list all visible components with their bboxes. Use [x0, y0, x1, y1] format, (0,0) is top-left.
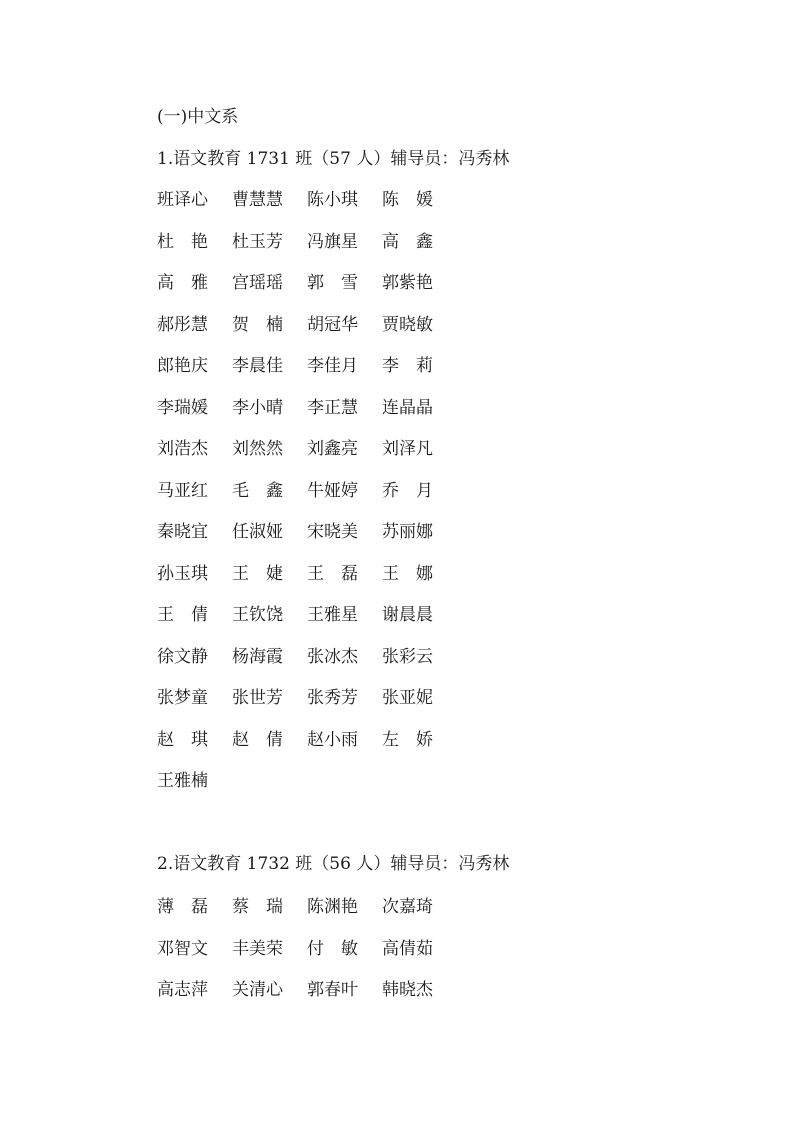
student-name: 陈 媛 [382, 190, 433, 210]
student-name: 陈小琪 [307, 190, 358, 210]
student-name: 王 倩 [157, 605, 208, 625]
student-name: 李佳月 [307, 356, 358, 376]
student-name: 马亚红 [157, 480, 208, 501]
student-name: 李小晴 [232, 397, 283, 418]
student-name: 杜 艳 [157, 231, 208, 252]
student-name: 宋晓美 [307, 522, 358, 542]
student-name: 韩晓杰 [382, 980, 433, 1000]
student-name: 班译心 [157, 190, 208, 210]
student-name: 王雅星 [307, 605, 358, 625]
student-name: 贺 楠 [232, 314, 283, 335]
student-name: 郎艳庆 [157, 356, 208, 376]
student-name: 苏丽娜 [382, 522, 433, 542]
student-name: 秦晓宜 [157, 522, 208, 542]
student-name: 王 娜 [382, 563, 433, 584]
student-name: 蔡 瑞 [232, 897, 283, 917]
student-name: 左 娇 [382, 729, 433, 750]
student-name: 王雅楠 [157, 771, 208, 791]
student-name: 杜玉芳 [232, 231, 283, 252]
student-name: 连晶晶 [382, 397, 433, 418]
student-name: 乔 月 [382, 480, 433, 501]
student-name: 关清心 [232, 980, 283, 1000]
student-name: 赵 琪 [157, 729, 208, 750]
student-name: 胡冠华 [307, 314, 358, 335]
student-name: 赵 倩 [232, 729, 283, 750]
student-name: 牛娅婷 [307, 480, 358, 501]
student-name: 王钦饶 [232, 605, 283, 625]
student-name: 王 婕 [232, 563, 283, 584]
student-name: 王 磊 [307, 563, 358, 584]
student-name: 张冰杰 [307, 646, 358, 667]
student-name: 张彩云 [382, 646, 433, 667]
student-name: 郭紫艳 [382, 273, 433, 293]
class-title-1732: 2.语文教育 1732 班（56 人）辅导员：冯秀林 [157, 854, 510, 874]
student-name: 李瑞媛 [157, 397, 208, 418]
student-name: 高志萍 [157, 980, 208, 1000]
student-name: 张世芳 [232, 688, 283, 708]
student-name: 贾晓敏 [382, 314, 433, 335]
student-name: 李 莉 [382, 356, 433, 376]
student-name: 谢晨晨 [382, 605, 433, 625]
student-name: 高 鑫 [382, 231, 433, 252]
student-name: 刘泽凡 [382, 439, 433, 459]
student-name: 陈渊艳 [307, 897, 358, 917]
student-name: 刘浩杰 [157, 439, 208, 459]
student-name: 刘然然 [232, 439, 283, 459]
student-name: 高 雅 [157, 273, 208, 293]
student-name: 邓智文 [157, 938, 208, 959]
student-name: 薄 磊 [157, 897, 208, 917]
student-name: 丰美荣 [232, 938, 283, 959]
student-name: 张梦童 [157, 688, 208, 708]
student-name: 刘鑫亮 [307, 439, 358, 459]
student-name: 赵小雨 [307, 729, 358, 750]
student-name: 次嘉琦 [382, 897, 433, 917]
class-title-1731: 1.语文教育 1731 班（57 人）辅导员：冯秀林 [157, 149, 510, 169]
student-name: 付 敏 [307, 938, 358, 959]
student-name: 杨海霞 [232, 646, 283, 667]
student-name: 毛 鑫 [232, 480, 283, 501]
student-name: 张秀芳 [307, 688, 358, 708]
student-name: 张亚妮 [382, 688, 433, 708]
student-name: 李晨佳 [232, 356, 283, 376]
student-name: 曹慧慧 [232, 190, 283, 210]
student-name: 孙玉琪 [157, 563, 208, 584]
student-name: 郭 雪 [307, 273, 358, 293]
student-name: 李正慧 [307, 397, 358, 418]
section-title: (一)中文系 [157, 107, 239, 127]
student-name: 高倩茹 [382, 938, 433, 959]
student-name: 徐文静 [157, 646, 208, 667]
student-name: 冯旗星 [307, 231, 358, 252]
student-name: 宫瑶瑶 [232, 273, 283, 293]
student-name: 任淑娅 [232, 522, 283, 542]
student-name: 郝彤慧 [157, 314, 208, 335]
student-name: 郭春叶 [307, 980, 358, 1000]
